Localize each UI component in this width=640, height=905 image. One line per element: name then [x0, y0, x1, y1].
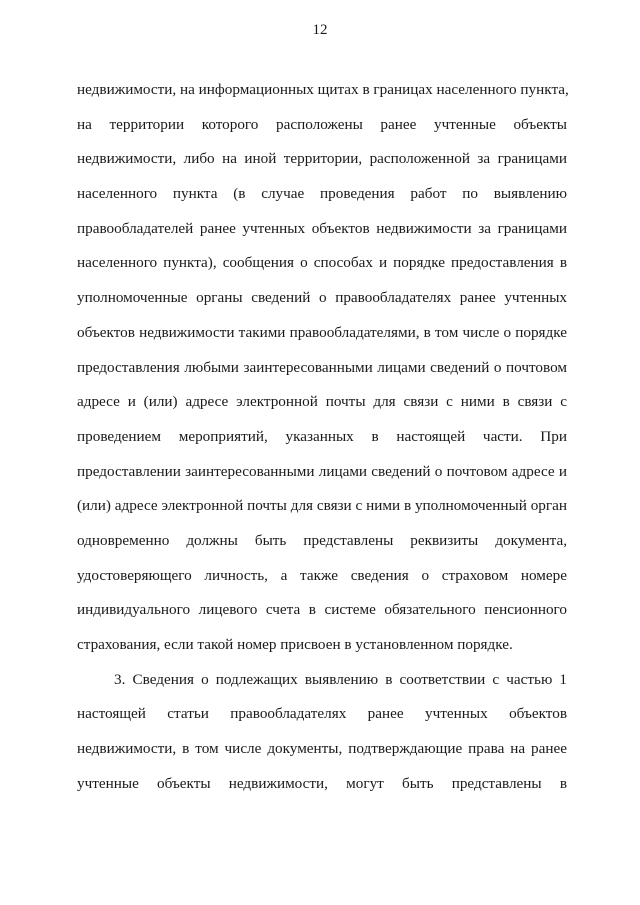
- text-line: (или) адресе электронной почты для связи с ними в уполномоченный орган: [77, 497, 567, 515]
- page-number: 12: [312, 22, 328, 38]
- text-line: настоящей статьи правообладателях ранее учтенных объектов: [77, 705, 567, 723]
- text-line: недвижимости, на информационных щитах в границах населенного пункта,: [77, 81, 569, 98]
- text-line: предоставления любыми заинтересованными лицами сведений о почтовом: [77, 358, 567, 376]
- text-line: адресе и (или) адресе электронной почты для связи с ними в связи с: [77, 393, 567, 411]
- text-line: одновременно должны быть представлены реквизиты документа,: [77, 531, 567, 549]
- text-line: на территории которого расположены ранее учтенные объекты: [77, 115, 567, 133]
- text-line: страхования, если такой номер присвоен в установленном порядке.: [77, 636, 513, 653]
- text-line: недвижимости, либо на иной территории, расположенной за границами: [77, 150, 567, 168]
- text-line: населенного пункта), сообщения о способах и порядке предоставления в: [77, 254, 567, 272]
- text-line: 3. Сведения о подлежащих выявлению в соответствии с частью 1: [114, 670, 567, 688]
- text-line: недвижимости, в том числе документы, подтверждающие права на ранее: [77, 740, 567, 758]
- text-line: правообладателей ранее учтенных объектов недвижимости за границами: [77, 219, 567, 237]
- text-line: населенного пункта (в случае проведения работ по выявлению: [77, 185, 567, 203]
- text-line: проведением мероприятий, указанных в настоящей части. При: [77, 427, 567, 445]
- text-line: индивидуального лицевого счета в системе обязательного пенсионного: [77, 601, 567, 619]
- paragraph-1: [77, 73, 567, 663]
- text-line: уполномоченные органы сведений о правообладателях ранее учтенных: [77, 289, 567, 307]
- text-line: объектов недвижимости такими правообладателями, в том числе о порядке: [77, 323, 567, 341]
- text-line: учтенные объекты недвижимости, могут быть представлены в: [77, 774, 567, 792]
- text-line: удостоверяющего личность, а также сведения о страховом номере: [77, 566, 567, 584]
- text-line: предоставлении заинтересованными лицами сведений о почтовом адресе и: [77, 462, 567, 480]
- document-body: [77, 73, 567, 801]
- paragraph-2: [77, 663, 567, 802]
